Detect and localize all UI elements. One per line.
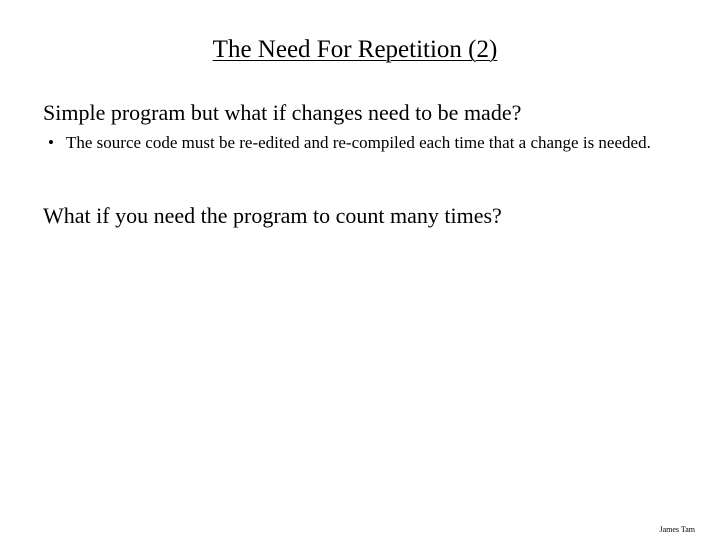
- bullet-count-many-times: What if you need the program to count many times?: [43, 203, 502, 228]
- bullet-simple-program: Simple program but what if changes need to be made?: [43, 100, 522, 125]
- bullet-dot-icon: •: [48, 133, 54, 152]
- slide-title: The Need For Repetition (2): [212, 36, 498, 63]
- sub-bullet-text: The source code must be re-edited and re-compiled each time that a change is needed.: [66, 133, 651, 152]
- footer-author: James Tam: [659, 525, 695, 534]
- sub-bullet-recompile: [48, 131, 688, 154]
